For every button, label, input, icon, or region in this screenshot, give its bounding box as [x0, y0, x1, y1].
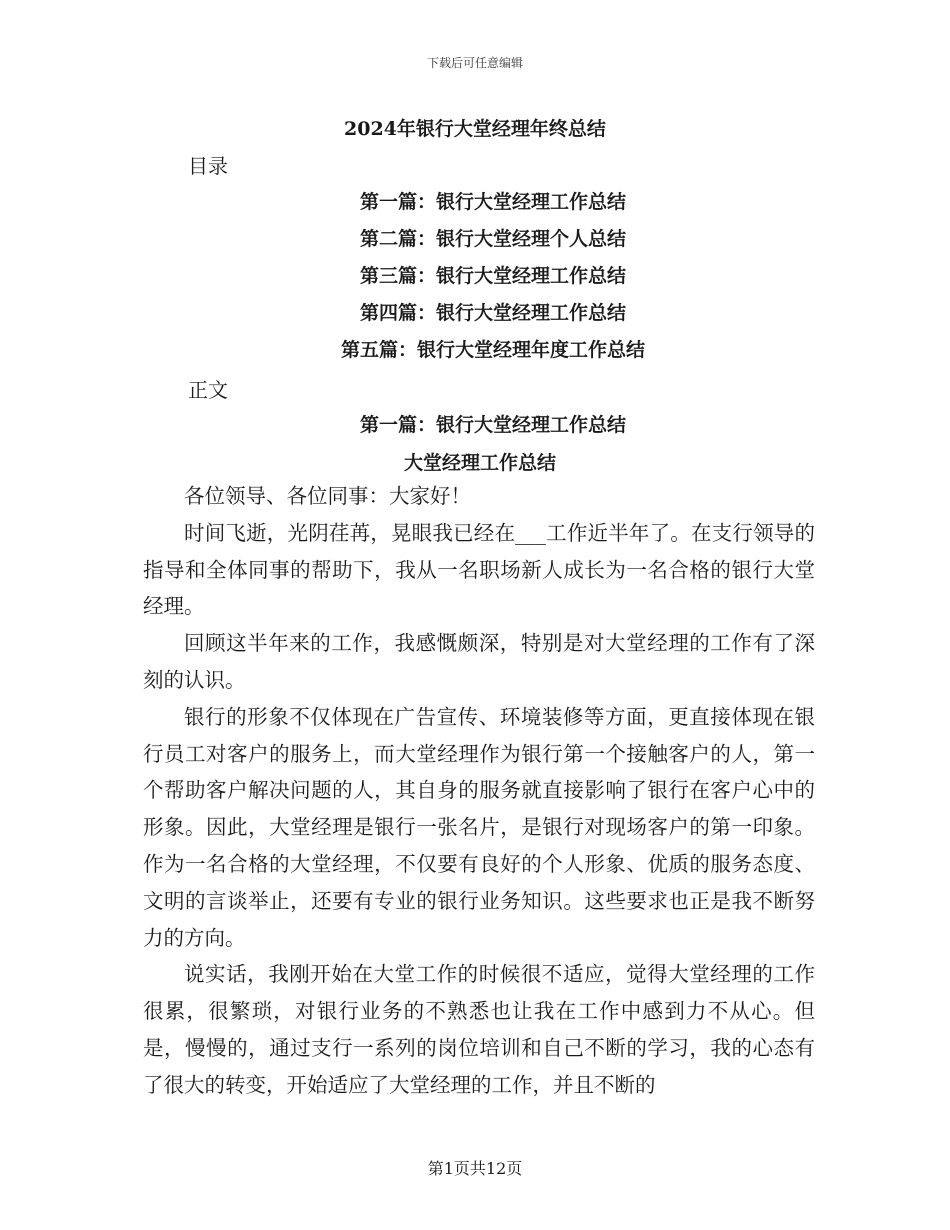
page-footer: 第1页共12页: [427, 1159, 523, 1178]
toc-item: 第四篇：银行大堂经理工作总结: [359, 302, 626, 324]
toc-item: 第二篇：银行大堂经理个人总结: [359, 228, 626, 250]
toc-item: 第三篇：银行大堂经理工作总结: [359, 265, 626, 287]
page-header-note: 下载后可任意编辑: [426, 56, 523, 70]
body-paragraph: 银行的形象不仅体现在广告宣传、环境装修等方面，更直接体现在银行员工对客户的服务上，而大堂经理作为银行第一个接触客户的人，第一个帮助客户解决问题的人，其自身的服务就直接影响了银行在客户心中的形象。因此，大堂经理是银行一张名片，是银行对现场客户的第一印象。作为一名合格的大堂经理，不仅要有良好的个人形象、优质的服务态度、文明的言谈举止，还要有专业的银行业务知识。这些要求也正是我不断努力的方向。: [143, 704, 815, 950]
document-title: 2024年银行大堂经理年终总结: [344, 118, 606, 140]
body-paragraph: 说实话，我刚开始在大堂工作的时候很不适应，觉得大堂经理的工作很累，很繁琐，对银行业务的不熟悉也让我在工作中感到力不从心。但是，慢慢的，通过支行一系列的岗位培训和自己不断的学习，我的心态有了很大的转变，开始适应了大堂经理的工作，并且不断的: [143, 962, 815, 1097]
body-paragraph: 时间飞逝，光阴荏苒，晃眼我已经在___工作近半年了。在支行领导的指导和全体同事的帮助下，我从一名职场新人成长为一名合格的银行大堂经理。: [143, 520, 815, 619]
document-body: [143, 478, 815, 1104]
body-paragraph: 各位领导、各位同事：大家好！: [184, 484, 471, 508]
body-label: 正文: [188, 378, 228, 402]
section-subtitle: 大堂经理工作总结: [403, 452, 556, 474]
section-title: 第一篇：银行大堂经理工作总结: [359, 414, 626, 436]
toc-item: 第五篇：银行大堂经理年度工作总结: [340, 339, 645, 361]
toc-item: 第一篇：银行大堂经理工作总结: [359, 191, 626, 213]
toc-label: 目录: [188, 154, 228, 178]
body-paragraph: 回顾这半年来的工作，我感慨颇深，特别是对大堂经理的工作有了深刻的认识。: [143, 631, 815, 692]
